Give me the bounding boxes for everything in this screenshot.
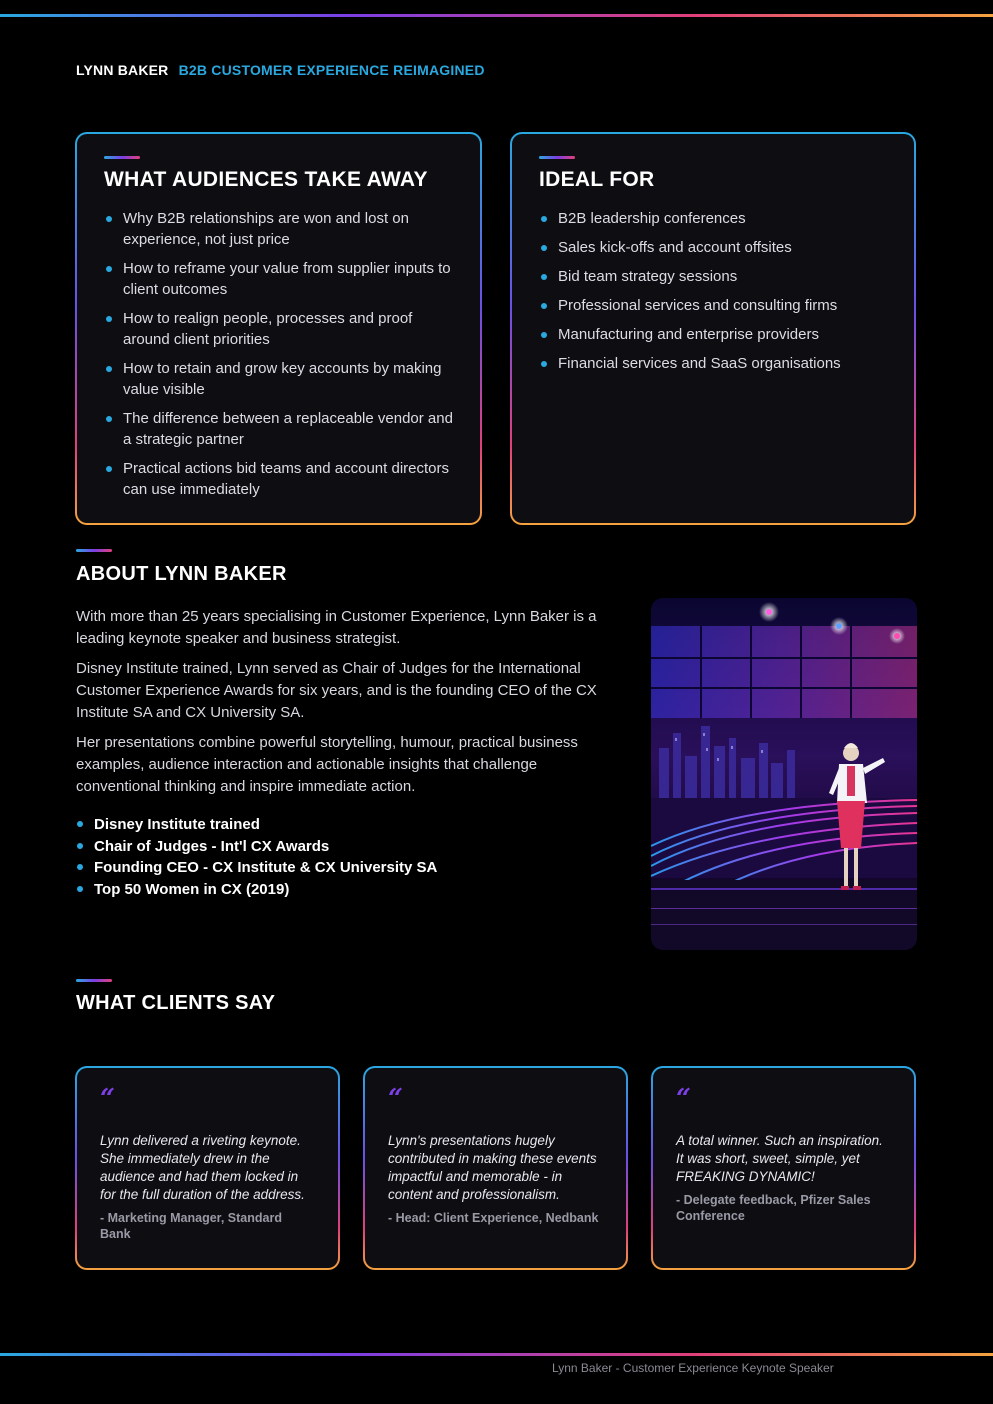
testimonial-source: - Head: Client Experience, Nedbank <box>388 1211 599 1225</box>
takeaway-title: WHAT AUDIENCES TAKE AWAY <box>104 168 428 191</box>
about-paragraph: Disney Institute trained, Lynn served as Chair of Judges for the International Customer Experience Awards for six years, and is the founding CEO of the CX Institute SA and CX University SA. <box>76 660 597 721</box>
credential-item: Chair of Judges - Int'l CX Awards <box>76 836 437 858</box>
quote-icon: “ <box>100 1084 115 1114</box>
list-item: Practical actions bid teams and account directors can use immediately <box>104 458 454 500</box>
testimonial-card <box>363 1066 628 1270</box>
testimonial-card <box>75 1066 340 1270</box>
ideal-for-card <box>510 132 916 525</box>
testimonial-quote: A total winner. Such an inspiration. It was short, sweet, simple, yet FREAKING DYNAMIC! <box>676 1133 883 1184</box>
list-item: Financial services and SaaS organisations <box>539 353 888 374</box>
list-item: Bid team strategy sessions <box>539 266 888 287</box>
credential-item: Top 50 Women in CX (2019) <box>76 879 437 901</box>
testimonial-quote: Lynn delivered a riveting keynote. She immediately drew in the audience and had them locked in for the full duration of the address. <box>100 1133 305 1202</box>
testimonial-source: - Marketing Manager, Standard Bank <box>100 1211 282 1241</box>
takeaway-list <box>104 208 454 500</box>
section-accent-bar <box>76 979 112 982</box>
testimonials-title: WHAT CLIENTS SAY <box>76 992 276 1014</box>
takeaway-card <box>75 132 482 525</box>
top-gradient-rule <box>0 14 993 17</box>
list-item: Sales kick-offs and account offsites <box>539 237 888 258</box>
about-paragraph: With more than 25 years specialising in Customer Experience, Lynn Baker is a leading keynote speaker and business strategist. <box>76 608 597 647</box>
page-header <box>76 62 485 78</box>
credentials-list <box>76 814 437 900</box>
about-paragraph: Her presentations combine powerful storytelling, humour, practical business examples, audience interaction and actionable insights that challenge conventional thinking and inspire immediate action. <box>76 734 578 795</box>
header-tagline: B2B CUSTOMER EXPERIENCE REIMAGINED <box>178 62 485 78</box>
credential-item: Founding CEO - CX Institute & CX University SA <box>76 857 437 879</box>
list-item: How to retain and grow key accounts by making value visible <box>104 358 454 400</box>
list-item: The difference between a replaceable vendor and a strategic partner <box>104 408 454 450</box>
credential-item: Disney Institute trained <box>76 814 437 836</box>
testimonial-source: - Delegate feedback, Pfizer Sales Conference <box>676 1193 871 1223</box>
list-item: B2B leadership conferences <box>539 208 888 229</box>
list-item: Why B2B relationships are won and lost on experience, not just price <box>104 208 454 250</box>
about-body <box>76 606 616 806</box>
quote-icon: “ <box>388 1084 403 1114</box>
list-item: Professional services and consulting firms <box>539 295 888 316</box>
ideal-for-title: IDEAL FOR <box>539 168 655 191</box>
speaker-stage-photo <box>651 598 917 950</box>
card-accent-bar <box>104 156 140 159</box>
bottom-gradient-rule <box>0 1353 993 1356</box>
about-title: ABOUT LYNN BAKER <box>76 563 287 585</box>
speaker-name: LYNN BAKER <box>76 62 169 78</box>
list-item: How to realign people, processes and proof around client priorities <box>104 308 454 350</box>
page-footer: Lynn Baker - Customer Experience Keynote Speaker <box>552 1361 834 1375</box>
testimonial-quote: Lynn's presentations hugely contributed in making these events impactful and memorable - in content and professionalism. <box>388 1133 597 1202</box>
list-item: Manufacturing and enterprise providers <box>539 324 888 345</box>
section-accent-bar <box>76 549 112 552</box>
list-item: How to reframe your value from supplier inputs to client outcomes <box>104 258 454 300</box>
card-accent-bar <box>539 156 575 159</box>
testimonial-card <box>651 1066 916 1270</box>
ideal-for-list <box>539 208 888 374</box>
quote-icon: “ <box>676 1084 691 1114</box>
